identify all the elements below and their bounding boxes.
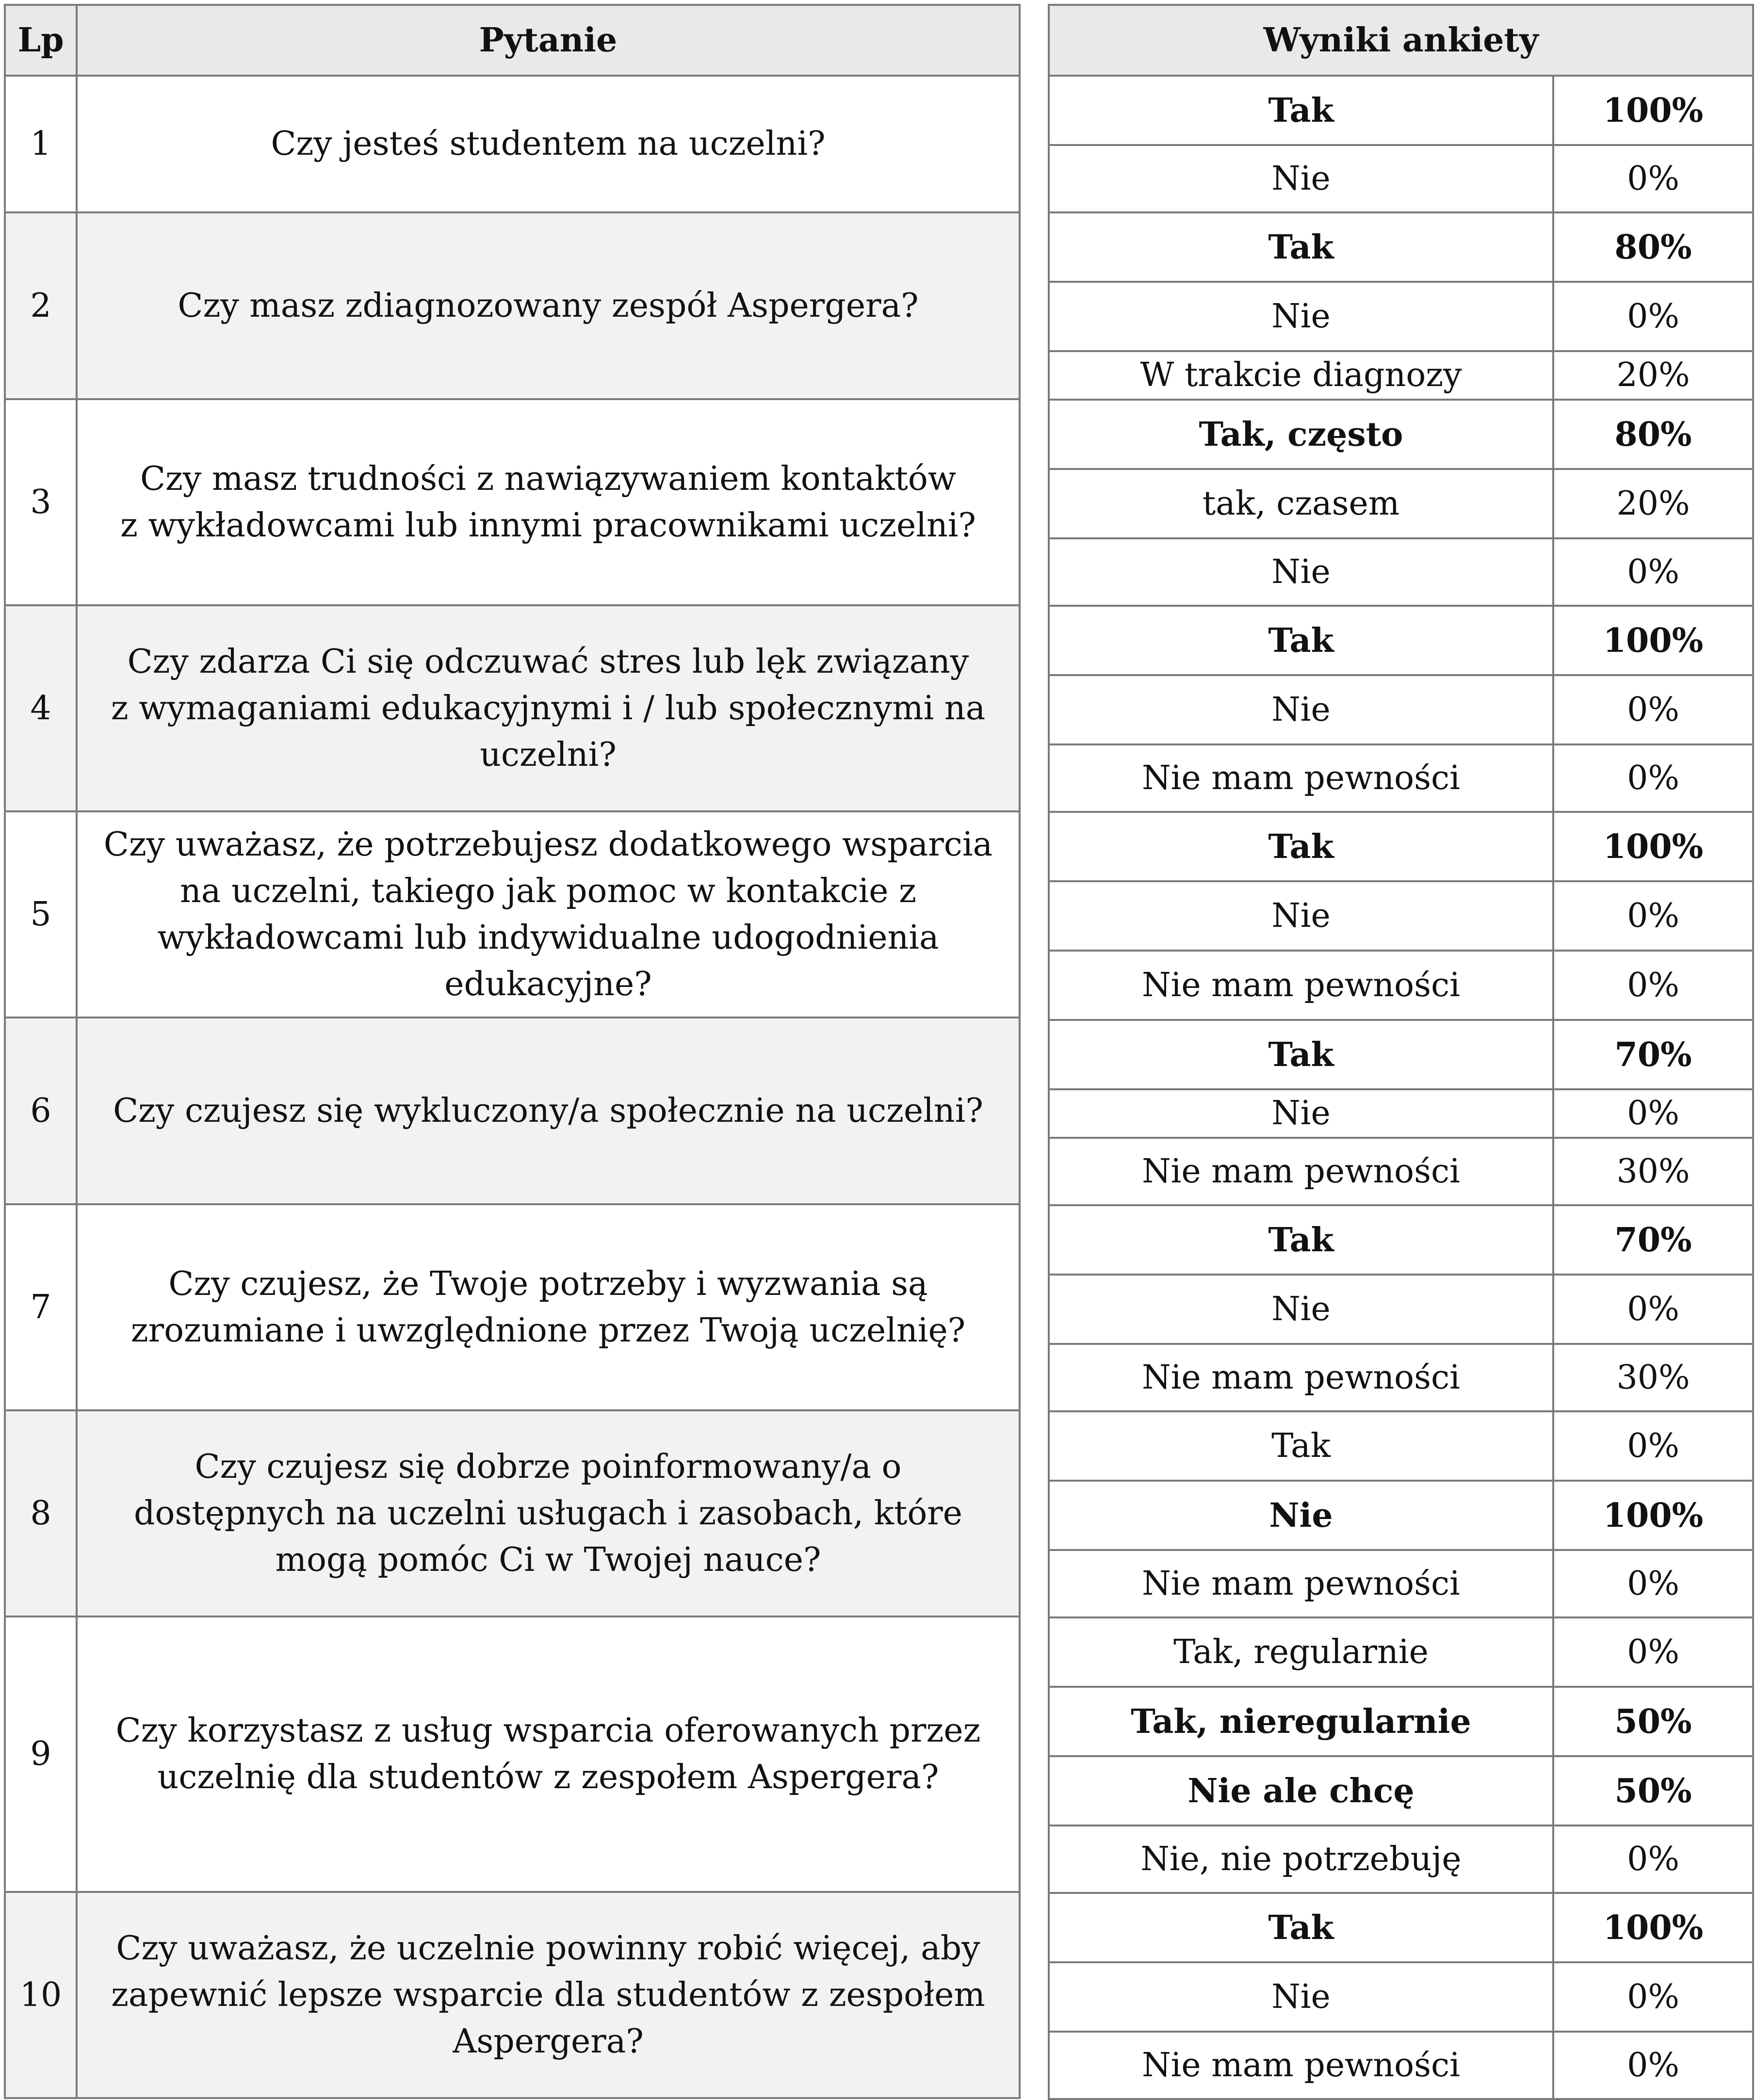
- result-row: [1049, 76, 1753, 145]
- question-row: [5, 399, 1020, 605]
- question-text: [77, 212, 1020, 399]
- question-number: 4: [5, 605, 77, 811]
- answer-option: Nie mam pewności: [1049, 1344, 1553, 1411]
- answer-percent: 30%: [1553, 1138, 1753, 1205]
- question-number: 6: [5, 1018, 77, 1204]
- answer-option: Tak, regularnie: [1049, 1617, 1553, 1687]
- result-row: [1049, 812, 1753, 881]
- question-line: Czy masz trudności z nawiązywaniem kontaktów: [140, 459, 957, 498]
- answer-option: Nie, nie potrzebuję: [1049, 1825, 1553, 1893]
- answer-percent: 0%: [1553, 951, 1753, 1020]
- answer-percent: 0%: [1553, 1617, 1753, 1687]
- answer-percent: 20%: [1553, 469, 1753, 538]
- results-table: [1048, 4, 1754, 2100]
- question-row: [5, 1204, 1020, 1410]
- question-row: [5, 1410, 1020, 1616]
- answer-option: Nie: [1049, 1089, 1553, 1138]
- question-text: [77, 605, 1020, 811]
- answer-option: Tak: [1049, 606, 1553, 675]
- result-row: [1049, 212, 1753, 282]
- answer-option: Tak: [1049, 1893, 1553, 1962]
- result-row: [1049, 1344, 1753, 1411]
- question-line: Czy zdarza Ci się odczuwać stres lub lęk związany: [127, 642, 969, 681]
- questions-header-row: [5, 5, 1020, 76]
- answer-percent: 50%: [1553, 1687, 1753, 1756]
- result-row: [1049, 1020, 1753, 1089]
- result-row: [1049, 1825, 1753, 1893]
- question-number: 8: [5, 1410, 77, 1616]
- question-line: na uczelni, takiego jak pomoc w kontakcie z: [180, 872, 916, 910]
- answer-option: Nie: [1049, 282, 1553, 351]
- result-row: [1049, 145, 1753, 212]
- question-line: z wymaganiami edukacyjnymi i / lub społecznymi na: [111, 689, 986, 727]
- answer-percent: 0%: [1553, 1089, 1753, 1138]
- answer-option: Nie ale chcę: [1049, 1756, 1553, 1825]
- question-row: [5, 605, 1020, 811]
- answer-option: tak, czasem: [1049, 469, 1553, 538]
- answer-percent: 80%: [1553, 400, 1753, 469]
- result-row: [1049, 1550, 1753, 1617]
- question-line: Czy czujesz się dobrze poinformowany/a o: [195, 1447, 902, 1486]
- question-row: [5, 1616, 1020, 1892]
- answer-percent: 100%: [1553, 1893, 1753, 1962]
- question-number: 5: [5, 811, 77, 1018]
- result-row: [1049, 1481, 1753, 1550]
- result-row: [1049, 881, 1753, 951]
- answer-percent: 100%: [1553, 76, 1753, 145]
- answer-option: Nie mam pewności: [1049, 1550, 1553, 1617]
- answer-percent: 100%: [1553, 1481, 1753, 1550]
- question-line: wykładowcami lub indywidualne udogodnienia: [157, 918, 939, 957]
- answer-option: Nie mam pewności: [1049, 744, 1553, 812]
- question-line: Czy masz zdiagnozowany zespół Aspergera?: [178, 286, 919, 325]
- answer-option: Tak, często: [1049, 400, 1553, 469]
- result-row: [1049, 1411, 1753, 1481]
- answer-percent: 0%: [1553, 744, 1753, 812]
- question-line: Czy uważasz, że uczelnie powinny robić więcej, aby: [116, 1929, 980, 1968]
- answer-option: Tak: [1049, 212, 1553, 282]
- question-line: dostępnych na uczelni usługach i zasobach, które: [133, 1494, 963, 1533]
- questions-body: [5, 76, 1020, 2098]
- result-row: [1049, 675, 1753, 744]
- answer-percent: 70%: [1553, 1205, 1753, 1275]
- question-number: 2: [5, 212, 77, 399]
- answer-option: Nie: [1049, 675, 1553, 744]
- header-results: Wyniki ankiety: [1049, 5, 1753, 76]
- question-number: 10: [5, 1892, 77, 2098]
- answer-option: Tak: [1049, 1020, 1553, 1089]
- question-line: edukacyjne?: [444, 965, 652, 1003]
- result-row: [1049, 1893, 1753, 1962]
- answer-percent: 20%: [1553, 351, 1753, 400]
- result-row: [1049, 351, 1753, 400]
- question-line: Aspergera?: [453, 2022, 644, 2061]
- answer-percent: 100%: [1553, 812, 1753, 881]
- answer-option: Nie: [1049, 881, 1553, 951]
- question-text: [77, 76, 1020, 212]
- answer-option: Nie: [1049, 145, 1553, 212]
- answer-percent: 30%: [1553, 1344, 1753, 1411]
- question-line: Czy uważasz, że potrzebujesz dodatkowego wsparcia: [103, 825, 993, 864]
- result-row: [1049, 1756, 1753, 1825]
- question-line: z wykładowcami lub innymi pracownikami uczelni?: [120, 506, 976, 545]
- answer-option: Nie mam pewności: [1049, 1138, 1553, 1205]
- question-text: [77, 811, 1020, 1018]
- answer-percent: 0%: [1553, 1962, 1753, 2032]
- answer-percent: 0%: [1553, 538, 1753, 606]
- header-lp: Lp: [5, 5, 77, 76]
- question-row: [5, 1018, 1020, 1204]
- result-row: [1049, 1617, 1753, 1687]
- question-number: 3: [5, 399, 77, 605]
- results-body: [1049, 76, 1753, 2099]
- result-row: [1049, 282, 1753, 351]
- result-row: [1049, 538, 1753, 606]
- result-row: [1049, 469, 1753, 538]
- answer-option: Nie mam pewności: [1049, 2032, 1553, 2099]
- answer-percent: 100%: [1553, 606, 1753, 675]
- answer-percent: 70%: [1553, 1020, 1753, 1089]
- answer-option: Tak, nieregularnie: [1049, 1687, 1553, 1756]
- answer-percent: 50%: [1553, 1756, 1753, 1825]
- question-text: [77, 1892, 1020, 2098]
- answer-percent: 0%: [1553, 2032, 1753, 2099]
- question-row: [5, 1892, 1020, 2098]
- answer-percent: 0%: [1553, 1550, 1753, 1617]
- result-row: [1049, 1138, 1753, 1205]
- result-row: [1049, 2032, 1753, 2099]
- answer-option: Nie: [1049, 1481, 1553, 1550]
- questions-table: [4, 4, 1021, 2099]
- answer-percent: 0%: [1553, 282, 1753, 351]
- answer-percent: 0%: [1553, 881, 1753, 951]
- answer-percent: 0%: [1553, 675, 1753, 744]
- result-row: [1049, 951, 1753, 1020]
- result-row: [1049, 400, 1753, 469]
- answer-option: Tak: [1049, 1411, 1553, 1481]
- answer-percent: 0%: [1553, 1275, 1753, 1344]
- question-text: [77, 1204, 1020, 1410]
- answer-option: Tak: [1049, 76, 1553, 145]
- question-number: 1: [5, 76, 77, 212]
- result-row: [1049, 1275, 1753, 1344]
- question-line: zrozumiane i uwzględnione przez Twoją uczelnię?: [130, 1311, 966, 1350]
- answer-percent: 0%: [1553, 145, 1753, 212]
- result-row: [1049, 1089, 1753, 1138]
- answer-option: Nie: [1049, 1962, 1553, 2032]
- question-line: Czy korzystasz z usług wsparcia oferowanych przez: [115, 1712, 981, 1750]
- question-row: [5, 212, 1020, 399]
- question-number: 7: [5, 1204, 77, 1410]
- question-text: [77, 1410, 1020, 1616]
- question-line: uczelnię dla studentów z zespołem Aspergera?: [157, 1758, 939, 1796]
- result-row: [1049, 744, 1753, 812]
- question-line: zapewnić lepsze wsparcie dla studentów z zespołem: [111, 1975, 985, 2014]
- results-header-row: [1049, 5, 1753, 76]
- result-row: [1049, 1962, 1753, 2032]
- question-row: [5, 811, 1020, 1018]
- question-text: [77, 399, 1020, 605]
- question-text: [77, 1018, 1020, 1204]
- result-row: [1049, 606, 1753, 675]
- answer-percent: 0%: [1553, 1411, 1753, 1481]
- answer-option: Tak: [1049, 812, 1553, 881]
- question-row: [5, 76, 1020, 212]
- question-line: uczelni?: [480, 735, 617, 774]
- question-text: [77, 1616, 1020, 1892]
- question-line: Czy jesteś studentem na uczelni?: [271, 125, 826, 163]
- header-question: Pytanie: [77, 5, 1020, 76]
- answer-option: Nie: [1049, 1275, 1553, 1344]
- result-row: [1049, 1205, 1753, 1275]
- answer-option: Nie mam pewności: [1049, 951, 1553, 1020]
- result-row: [1049, 1687, 1753, 1756]
- answer-percent: 80%: [1553, 212, 1753, 282]
- question-line: Czy czujesz, że Twoje potrzeby i wyzwania są: [168, 1264, 928, 1303]
- answer-option: Tak: [1049, 1205, 1553, 1275]
- answer-option: W trakcie diagnozy: [1049, 351, 1553, 400]
- question-line: Czy czujesz się wykluczony/a społecznie na uczelni?: [113, 1091, 983, 1130]
- answer-percent: 0%: [1553, 1825, 1753, 1893]
- answer-option: Nie: [1049, 538, 1553, 606]
- question-number: 9: [5, 1616, 77, 1892]
- question-line: mogą pomóc Ci w Twojej nauce?: [275, 1540, 821, 1579]
